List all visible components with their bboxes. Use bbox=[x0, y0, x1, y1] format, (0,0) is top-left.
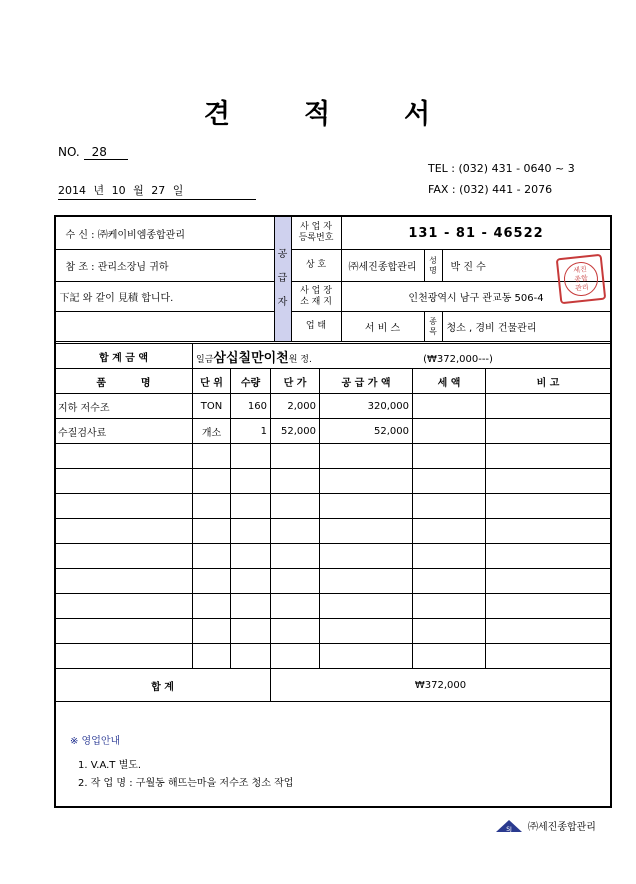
cell-price bbox=[271, 544, 320, 569]
notes-line-2: 2. 작 업 명 : 구월동 해뜨는마을 저수조 청소 작업 bbox=[78, 778, 294, 789]
cell-qty bbox=[231, 569, 271, 594]
cell-unit: 개소 bbox=[193, 419, 231, 444]
table-row bbox=[55, 594, 611, 619]
cell-note bbox=[486, 544, 611, 569]
company-logo-icon bbox=[494, 819, 524, 833]
cell-price: 2,000 bbox=[271, 394, 320, 419]
cell-price bbox=[271, 619, 320, 644]
cell-supply bbox=[320, 444, 413, 469]
cell-name bbox=[55, 569, 193, 594]
business-item-label: 종 목 bbox=[424, 312, 442, 342]
sum-value: (₩372,000---) bbox=[423, 353, 493, 365]
sum-amount bbox=[193, 344, 611, 369]
cell-name: 지하 저수조 bbox=[55, 394, 193, 419]
fax-number: FAX : (032) 441 - 2076 bbox=[428, 183, 553, 196]
cell-qty bbox=[231, 444, 271, 469]
cell-price bbox=[271, 469, 320, 494]
table-row bbox=[55, 469, 611, 494]
logo-text: SJ bbox=[506, 825, 512, 833]
table-row bbox=[55, 619, 611, 644]
rep-value: 박 진 수 bbox=[442, 250, 611, 282]
cell-qty bbox=[231, 644, 271, 669]
total-label: 합 계 bbox=[55, 669, 271, 702]
footer-company-name: ㈜세진종합관리 bbox=[528, 822, 596, 833]
cell-price bbox=[271, 644, 320, 669]
header-block bbox=[55, 216, 611, 342]
cell-unit bbox=[193, 519, 231, 544]
col-header-price: 단 가 bbox=[271, 369, 320, 394]
cell-price: 52,000 bbox=[271, 419, 320, 444]
cell-note bbox=[486, 494, 611, 519]
reg-value: 131 - 81 - 46522 bbox=[341, 217, 611, 250]
cell-note bbox=[486, 644, 611, 669]
business-type-value: 서 비 스 bbox=[341, 312, 424, 342]
col-header-supply: 공 급 가 액 bbox=[320, 369, 413, 394]
date-year: 2014 bbox=[58, 184, 86, 197]
company-name-value: ㈜세진종합관리 bbox=[341, 250, 424, 282]
cell-qty bbox=[231, 469, 271, 494]
cell-unit bbox=[193, 619, 231, 644]
cell-supply bbox=[320, 594, 413, 619]
cell-price bbox=[271, 594, 320, 619]
date-month: 10 bbox=[111, 184, 126, 197]
cell-tax bbox=[413, 644, 486, 669]
cell-name bbox=[55, 544, 193, 569]
cell-price bbox=[271, 519, 320, 544]
cell-name bbox=[55, 444, 193, 469]
cell-note bbox=[486, 594, 611, 619]
date-year-unit: 년 bbox=[93, 184, 105, 197]
company-seal bbox=[556, 254, 607, 305]
tel-number: TEL : (032) 431 - 0640 ~ 3 bbox=[428, 162, 575, 175]
col-header-note: 비 고 bbox=[486, 369, 611, 394]
no-value: 28 bbox=[84, 145, 128, 160]
col-header-name: 품 명 bbox=[55, 369, 193, 394]
client-note: 下記 와 같이 見積 합니다. bbox=[55, 282, 274, 312]
cell-supply bbox=[320, 569, 413, 594]
cell-supply bbox=[320, 644, 413, 669]
seal-text: 세진 종합 관리 bbox=[572, 264, 590, 293]
cell-name bbox=[55, 519, 193, 544]
cell-supply: 320,000 bbox=[320, 394, 413, 419]
cell-unit bbox=[193, 644, 231, 669]
sum-label: 합 계 금 액 bbox=[55, 344, 193, 369]
date-month-unit: 월 bbox=[133, 184, 144, 197]
cell-note bbox=[486, 469, 611, 494]
table-row bbox=[55, 644, 611, 669]
seal-inner-circle bbox=[562, 260, 599, 297]
supplier-side-char-3: 자 bbox=[277, 297, 288, 308]
date-day-unit: 일 bbox=[172, 184, 184, 197]
total-value: ₩372,000 bbox=[271, 669, 611, 702]
cell-price bbox=[271, 494, 320, 519]
cell-tax bbox=[413, 494, 486, 519]
company-name-label: 상 호 bbox=[291, 250, 341, 282]
table-row bbox=[55, 419, 611, 444]
address-value: 인천광역시 남구 관교동 506-4 bbox=[341, 282, 611, 312]
cell-qty bbox=[231, 619, 271, 644]
cell-tax bbox=[413, 444, 486, 469]
col-header-unit: 단 위 bbox=[193, 369, 231, 394]
business-item-value: 청소 , 경비 건물관리 bbox=[442, 312, 611, 342]
cell-tax bbox=[413, 569, 486, 594]
cell-name bbox=[55, 619, 193, 644]
cell-tax bbox=[413, 544, 486, 569]
client-ref: 참 조 : 관리소장님 귀하 bbox=[55, 250, 274, 282]
table-row bbox=[55, 569, 611, 594]
cell-tax bbox=[413, 419, 486, 444]
cell-supply bbox=[320, 519, 413, 544]
title-char-2: 적 bbox=[303, 99, 333, 130]
notes-section bbox=[54, 722, 610, 804]
date-day: 27 bbox=[151, 184, 166, 197]
cell-unit bbox=[193, 444, 231, 469]
cell-price bbox=[271, 444, 320, 469]
supplier-side-char-1: 공 bbox=[277, 249, 288, 260]
supplier-side-label bbox=[274, 217, 291, 342]
cell-name bbox=[55, 594, 193, 619]
cell-tax bbox=[413, 469, 486, 494]
footer-company bbox=[494, 818, 596, 833]
cell-supply bbox=[320, 619, 413, 644]
cell-qty: 1 bbox=[231, 419, 271, 444]
cell-price bbox=[271, 569, 320, 594]
cell-tax bbox=[413, 394, 486, 419]
cell-note bbox=[486, 444, 611, 469]
client-to: 수 신 : ㈜케이비엠종합관리 bbox=[55, 217, 274, 250]
cell-qty bbox=[231, 544, 271, 569]
cell-qty: 160 bbox=[231, 394, 271, 419]
document-number bbox=[58, 145, 128, 160]
cell-qty bbox=[231, 594, 271, 619]
sum-words: 삼십칠만이천 bbox=[213, 350, 289, 366]
cell-unit bbox=[193, 569, 231, 594]
title-char-3: 서 bbox=[404, 99, 433, 130]
no-label: NO. bbox=[58, 145, 80, 159]
notes-line-1: 1. V.A.T 별도. bbox=[78, 760, 142, 771]
sum-prefix: 일금 bbox=[196, 354, 214, 365]
cell-note bbox=[486, 419, 611, 444]
document-title bbox=[0, 92, 636, 131]
cell-note bbox=[486, 569, 611, 594]
col-header-tax: 세 액 bbox=[413, 369, 486, 394]
cell-supply: 52,000 bbox=[320, 419, 413, 444]
cell-qty bbox=[231, 519, 271, 544]
cell-tax bbox=[413, 619, 486, 644]
cell-name: 수질검사료 bbox=[55, 419, 193, 444]
table-row bbox=[55, 544, 611, 569]
cell-name bbox=[55, 469, 193, 494]
client-blank bbox=[55, 312, 274, 342]
cell-supply bbox=[320, 469, 413, 494]
column-headers bbox=[55, 369, 611, 394]
table-row bbox=[55, 519, 611, 544]
cell-tax bbox=[413, 519, 486, 544]
cell-unit bbox=[193, 544, 231, 569]
supplier-side-char-2: 급 bbox=[277, 273, 288, 284]
reg-label: 사 업 자 등록번호 bbox=[291, 217, 341, 250]
notes-header: ※ 영업안내 bbox=[70, 736, 121, 747]
rep-label: 성 명 bbox=[424, 250, 442, 282]
quotation-table bbox=[54, 215, 611, 702]
sum-suffix: 원 정. bbox=[288, 354, 312, 365]
cell-note bbox=[486, 394, 611, 419]
cell-unit: TON bbox=[193, 394, 231, 419]
cell-unit bbox=[193, 594, 231, 619]
cell-note bbox=[486, 519, 611, 544]
table-row bbox=[55, 444, 611, 469]
cell-unit bbox=[193, 469, 231, 494]
cell-name bbox=[55, 494, 193, 519]
cell-note bbox=[486, 619, 611, 644]
item-rows bbox=[55, 394, 611, 669]
table-row bbox=[55, 394, 611, 419]
cell-tax bbox=[413, 594, 486, 619]
cell-qty bbox=[231, 494, 271, 519]
address-label: 사 업 장 소 재 지 bbox=[291, 282, 341, 312]
cell-name bbox=[55, 644, 193, 669]
cell-supply bbox=[320, 494, 413, 519]
document-date bbox=[58, 182, 256, 200]
cell-unit bbox=[193, 494, 231, 519]
business-type-label: 업 태 bbox=[291, 312, 341, 342]
col-header-qty: 수량 bbox=[231, 369, 271, 394]
table-row bbox=[55, 494, 611, 519]
cell-supply bbox=[320, 544, 413, 569]
title-char-1: 견 bbox=[203, 99, 232, 130]
